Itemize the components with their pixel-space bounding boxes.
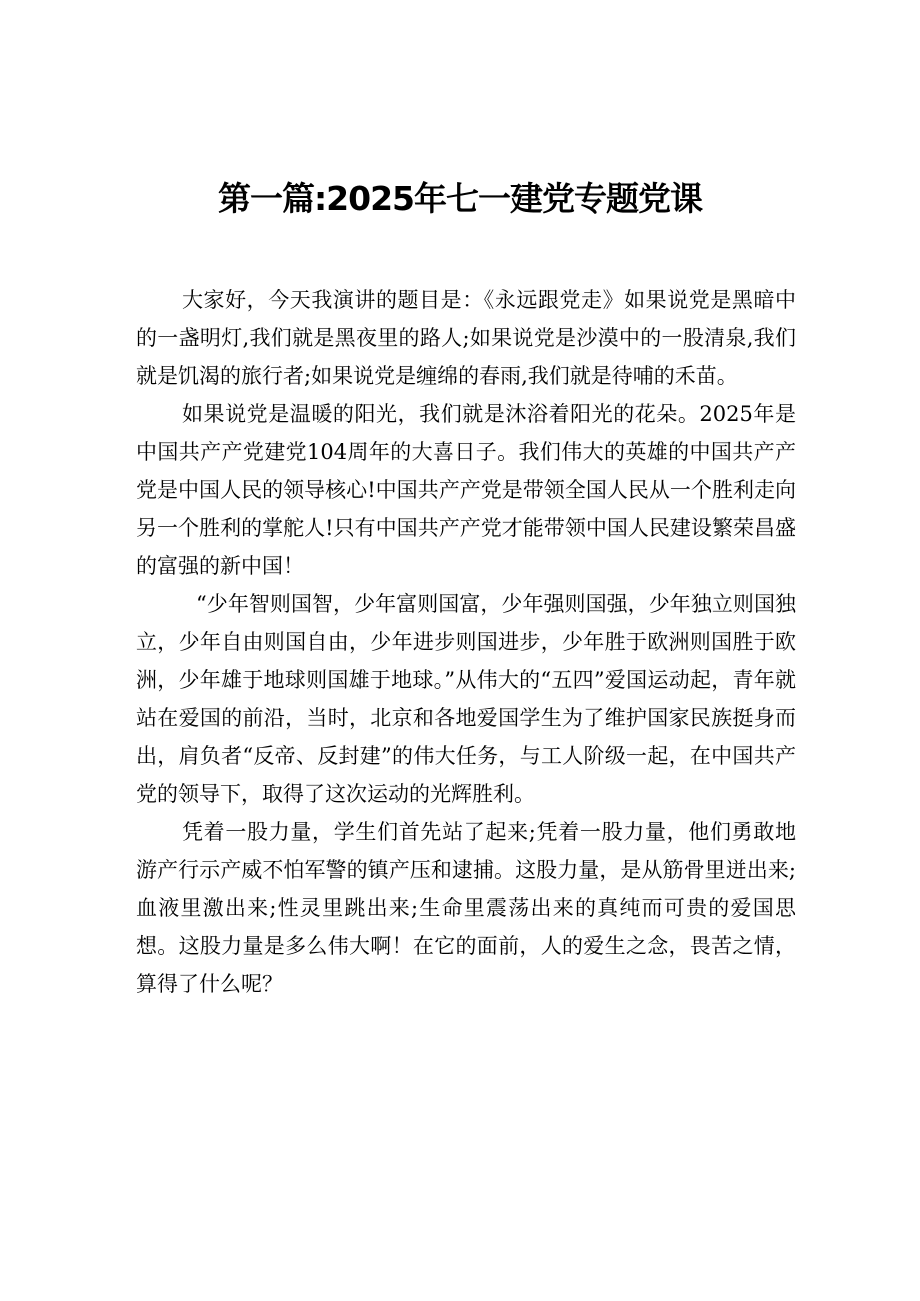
document-title: 第一篇:2025年七一建党专题党课 xyxy=(217,179,703,218)
paragraph-3: “少年智则国智，少年富则国富，少年强则国强，少年独立则国独立，少年自由则国自由，少年进步则国进步，少年胜于欧洲则国胜于欧洲，少年雄于地球则国雄于地球。”从伟大的“五四”爱国运动起，青年就站在爱国的前沿，当时，北京和各地爱国学生为了维护国家民族挺身而出，肩负者“反帝、反封建”的伟大任务，与工人阶级一起，在中国共产党的领导下，取得了这次运动的光辉胜利。 xyxy=(136,592,796,806)
paragraph-2: 如果说党是温暖的阳光，我们就是沐浴着阳光的花朵。2025年是中国共产产党建党104周年的大喜日子。我们伟大的英雄的中国共产产党是中国人民的领导核心!中国共产产党是带领全国人民从一个胜利走向另一个胜利的掌舵人!只有中国共产产党才能带领中国人民建设繁荣昌盛的富强的新中国！ xyxy=(136,402,796,578)
document-body xyxy=(136,281,796,1003)
paragraph-4: 凭着一股力量，学生们首先站了起来;凭着一股力量，他们勇敢地游产行示产威不怕军警的镇产压和逮捕。这股力量，是从筋骨里迸出来;血液里激出来;性灵里跳出来;生命里震荡出来的真纯而可贵的爱国思想。这股力量是多么伟大啊！在它的面前，人的爱生之念，畏苦之情，算得了什么呢？ xyxy=(136,820,796,996)
paragraph-1: 大家好，今天我演讲的题目是：《永远跟党走》如果说党是黑暗中的一盏明灯,我们就是黑夜里的路人;如果说党是沙漠中的一股清泉,我们就是饥渴的旅行者;如果说党是缠绵的春雨,我们就是待哺的禾苗。 xyxy=(136,288,796,388)
